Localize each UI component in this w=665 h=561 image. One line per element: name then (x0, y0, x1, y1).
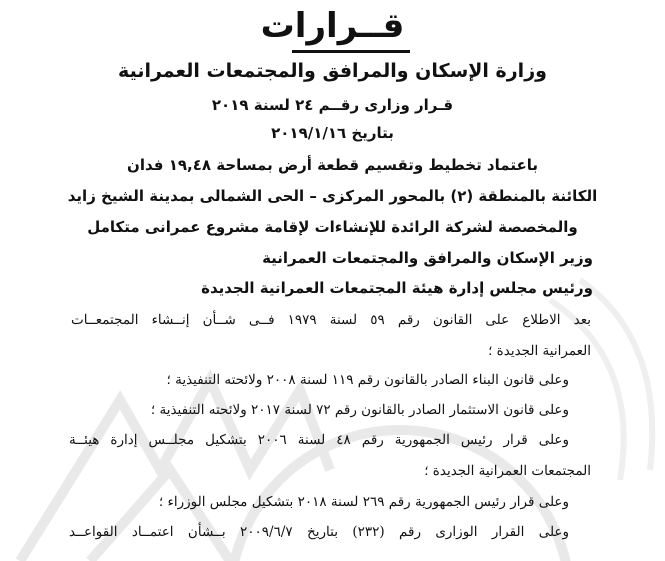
body-line: وعلى قانون البناء الصادر بالقانون رقم ١١٩ لسنة ٢٠٠٨ ولائحته التنفيذية ؛ (166, 372, 569, 388)
issuer-line: ورئيس مجلس إدارة هيئة المجتمعات العمرانية الجديدة (201, 279, 593, 297)
decree-date: بتاريخ ٢٠١٩/١/١٦ (271, 124, 394, 142)
title-underline (292, 50, 410, 53)
subject-line: والمخصصة لشركة الرائدة للإنشاءات لإقامة مشروع عمرانى متكامل (87, 218, 578, 236)
decree-number: قـرار وزارى رقــم ٢٤ لسنة ٢٠١٩ (211, 96, 454, 114)
body-line: العمرانية الجديدة ؛ (488, 343, 591, 359)
body-line: وعلى قانون الاستثمار الصادر بالقانون رقم ٧٢ لسنة ٢٠١٧ ولائحته التنفيذية ؛ (150, 402, 569, 418)
body-line: وعلى قرار رئيس الجمهورية رقم ٤٨ لسنة ٢٠٠٦ بتشكيل مجلــس إدارة هيئــة (69, 432, 569, 448)
ministry-heading: وزارة الإسكان والمرافق والمجتمعات العمرانية (118, 60, 547, 82)
body-line: وعلى قرار رئيس الجمهورية رقم ٢٦٩ لسنة ٢٠١٨ بتشكيل مجلس الوزراء ؛ (158, 494, 569, 510)
subject-line: الكائنة بالمنطقة (٢) بالمحور المركزى – الحى الشمالى بمدينة الشيخ زايد (67, 187, 598, 205)
page-title: قــرارات (260, 6, 405, 46)
body-line: بعد الاطلاع على القانون رقم ٥٩ لسنة ١٩٧٩ فــى شــأن إنــشاء المجتمعــات (71, 312, 591, 328)
body-line: وعلى القرار الوزارى رقم (٢٣٢) بتاريخ ٢٠٠٩/٦/٧ بــشأن اعتمــاد القواعــد (69, 524, 569, 540)
subject-line: باعتماد تخطيط وتقسيم قطعة أرض بمساحة ١٩,٤٨ فدان (127, 156, 538, 174)
body-line: المجتمعات العمرانية الجديدة ؛ (424, 463, 591, 479)
issuer-line: وزير الإسكان والمرافق والمجتمعات العمرانية (262, 249, 593, 267)
